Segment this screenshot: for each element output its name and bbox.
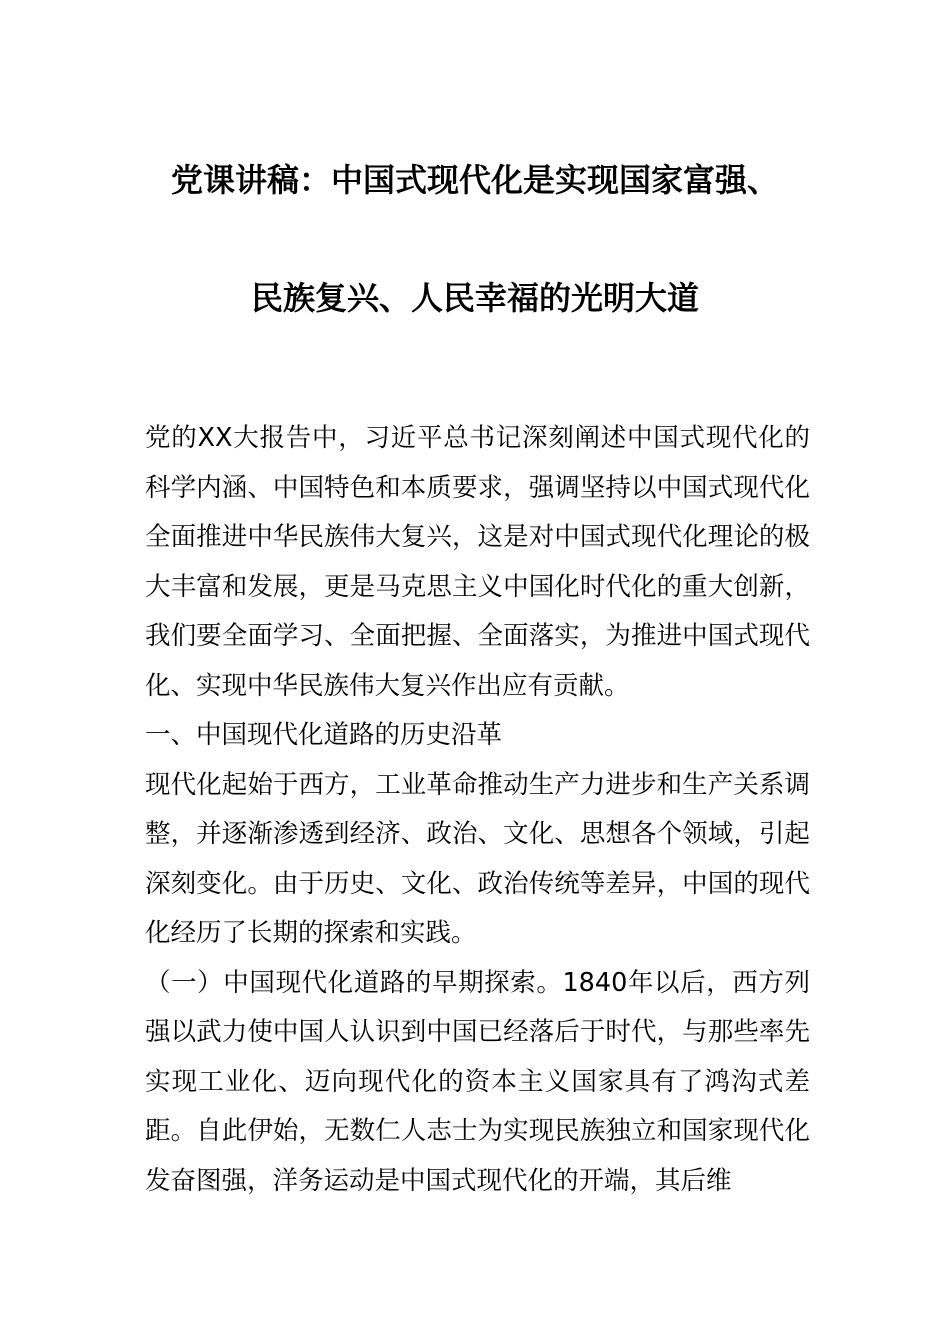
document-body (145, 414, 810, 1206)
section-heading-1: 一、中国现代化道路的历史沿革 (145, 720, 503, 750)
section-1-paragraph: 现代化起始于西方，工业革命推动生产力进步和生产关系调整，并逐渐渗透到经济、政治、文化、思想各个领域，引起深刻变化。由于历史、文化、政治传统等差异，中国的现代化经历了长期的探索和实践。 (145, 769, 810, 948)
document-title (0, 150, 950, 328)
subsection-1-paragraph: （一）中国现代化道路的早期探索。1840年以后，西方列强以武力使中国人认识到中国已经落后于时代，与那些率先实现工业化、迈向现代化的资本主义国家具有了鸿沟式差距。自此伊始，无数仁人志士为实现民族独立和国家现代化发奋图强，洋务运动是中国式现代化的开端，其后维 (145, 967, 810, 1196)
title-line-1: 党课讲稿：中国式现代化是实现国家富强、 (170, 161, 779, 199)
intro-paragraph: 党的XX大报告中，习近平总书记深刻阐述中国式现代化的科学内涵、中国特色和本质要求，强调坚持以中国式现代化全面推进中华民族伟大复兴，这是对中国式现代化理论的极大丰富和发展，更是马克思主义中国化时代化的重大创新，我们要全面学习、全面把握、全面落实，为推进中国式现代化、实现中华民族伟大复兴作出应有贡献。 (145, 423, 810, 701)
title-line-2: 民族复兴、人民幸福的光明大道 (250, 279, 699, 317)
